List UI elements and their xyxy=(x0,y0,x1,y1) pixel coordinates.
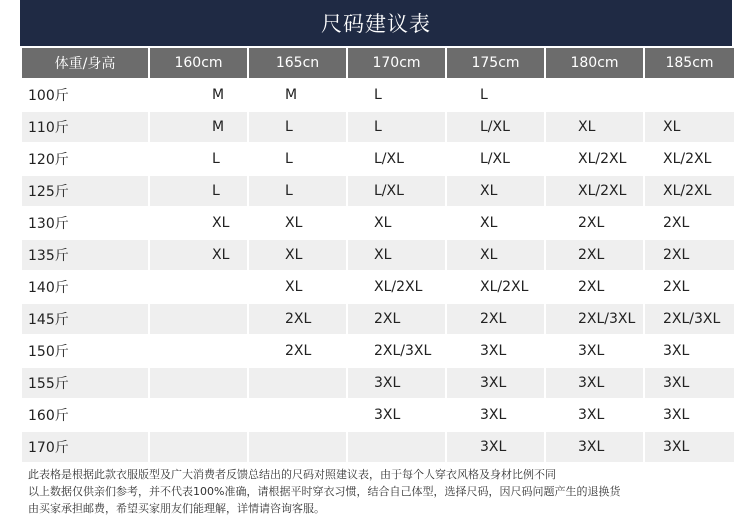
size-cell xyxy=(348,432,445,462)
size-cell: 2XL xyxy=(645,272,734,302)
size-cell: L xyxy=(348,80,445,110)
size-cell: 2XL/3XL xyxy=(546,304,643,334)
size-cell: 2XL xyxy=(546,272,643,302)
size-cell: L xyxy=(249,144,346,174)
size-cell: 3XL xyxy=(447,336,544,366)
weight-cell: 160斤 xyxy=(22,400,148,430)
size-cell: 3XL xyxy=(546,432,643,462)
size-cell: XL xyxy=(447,176,544,206)
table-row xyxy=(22,208,734,238)
size-cell: M xyxy=(249,80,346,110)
size-cell: 3XL xyxy=(546,368,643,398)
size-cell xyxy=(150,432,247,462)
size-cell: 3XL xyxy=(447,400,544,430)
table-row xyxy=(22,304,734,334)
height-header: 175cm xyxy=(447,48,544,78)
size-cell: 3XL xyxy=(546,400,643,430)
weight-height-header: 体重/身高 xyxy=(22,48,148,78)
size-cell xyxy=(150,272,247,302)
table-row xyxy=(22,176,734,206)
size-cell: L xyxy=(348,112,445,142)
weight-cell: 110斤 xyxy=(22,112,148,142)
size-cell: 3XL xyxy=(447,432,544,462)
size-cell xyxy=(249,432,346,462)
table-row xyxy=(22,80,734,110)
size-cell: XL xyxy=(249,208,346,238)
weight-cell: 135斤 xyxy=(22,240,148,270)
table-row xyxy=(22,336,734,366)
size-cell: 3XL xyxy=(348,400,445,430)
size-cell: L/XL xyxy=(447,112,544,142)
size-cell: XL/2XL xyxy=(447,272,544,302)
page-title: 尺码建议表 xyxy=(20,0,732,46)
size-cell: 2XL xyxy=(447,304,544,334)
height-header: 170cm xyxy=(348,48,445,78)
table-row xyxy=(22,432,734,462)
size-cell: 2XL xyxy=(546,240,643,270)
size-cell: 3XL xyxy=(645,432,734,462)
note-line: 由买家承担邮费，希望买家朋友们能理解，详情请咨询客服。 xyxy=(28,502,325,515)
weight-cell: 150斤 xyxy=(22,336,148,366)
size-cell: L/XL xyxy=(348,144,445,174)
weight-cell: 120斤 xyxy=(22,144,148,174)
weight-cell: 130斤 xyxy=(22,208,148,238)
size-cell xyxy=(150,336,247,366)
weight-cell: 155斤 xyxy=(22,368,148,398)
size-cell: XL/2XL xyxy=(546,176,643,206)
table-row xyxy=(22,400,734,430)
note-line: 此表格是根据此款衣服版型及广大消费者反馈总结出的尺码对照建议表，由于每个人穿衣风格及身材比例不同 xyxy=(28,468,556,481)
size-cell xyxy=(249,400,346,430)
size-cell: M xyxy=(150,112,247,142)
size-cell: 3XL xyxy=(348,368,445,398)
weight-cell: 125斤 xyxy=(22,176,148,206)
size-cell: XL xyxy=(447,240,544,270)
size-cell: 2XL xyxy=(249,336,346,366)
height-header: 180cm xyxy=(546,48,643,78)
size-cell: M xyxy=(150,80,247,110)
height-header: 185cm xyxy=(645,48,734,78)
table-row xyxy=(22,240,734,270)
height-header: 160cm xyxy=(150,48,247,78)
size-cell: XL/2XL xyxy=(645,176,734,206)
size-cell: XL/2XL xyxy=(546,144,643,174)
weight-cell: 140斤 xyxy=(22,272,148,302)
size-notes xyxy=(28,466,728,517)
size-cell: XL xyxy=(348,240,445,270)
note-line: 以上数据仅供亲们参考，并不代表100%准确，请根据平时穿衣习惯，结合自己体型，选择尺码，因尺码问题产生的退换货 xyxy=(28,485,621,498)
size-cell xyxy=(150,368,247,398)
size-cell: 2XL/3XL xyxy=(348,336,445,366)
size-cell: XL xyxy=(546,112,643,142)
weight-cell: 145斤 xyxy=(22,304,148,334)
weight-cell: 170斤 xyxy=(22,432,148,462)
table-header-row xyxy=(22,48,734,78)
size-cell: 3XL xyxy=(645,368,734,398)
size-cell: XL xyxy=(447,208,544,238)
table-row xyxy=(22,272,734,302)
weight-cell: 100斤 xyxy=(22,80,148,110)
size-cell: 2XL/3XL xyxy=(645,304,734,334)
size-cell: L xyxy=(249,112,346,142)
size-cell: 3XL xyxy=(645,336,734,366)
size-cell: 3XL xyxy=(447,368,544,398)
size-cell xyxy=(546,80,643,110)
size-cell: L/XL xyxy=(348,176,445,206)
size-cell: L xyxy=(447,80,544,110)
table-row xyxy=(22,112,734,142)
size-cell: XL xyxy=(150,240,247,270)
size-cell: XL xyxy=(150,208,247,238)
size-cell: 2XL xyxy=(546,208,643,238)
size-cell xyxy=(150,400,247,430)
size-cell: 2XL xyxy=(348,304,445,334)
table-row xyxy=(22,368,734,398)
size-cell xyxy=(249,368,346,398)
size-cell: XL/2XL xyxy=(348,272,445,302)
size-cell: 2XL xyxy=(645,240,734,270)
height-header: 165cn xyxy=(249,48,346,78)
size-cell: XL xyxy=(645,112,734,142)
size-cell: 3XL xyxy=(546,336,643,366)
size-cell: L xyxy=(249,176,346,206)
size-cell: XL xyxy=(249,272,346,302)
size-cell xyxy=(150,304,247,334)
size-cell: 2XL xyxy=(645,208,734,238)
size-chart-table xyxy=(20,46,736,464)
size-cell xyxy=(645,80,734,110)
size-cell: XL xyxy=(249,240,346,270)
size-cell: XL/2XL xyxy=(645,144,734,174)
size-cell: L/XL xyxy=(447,144,544,174)
size-cell: L xyxy=(150,144,247,174)
size-cell: L xyxy=(150,176,247,206)
table-row xyxy=(22,144,734,174)
size-cell: 2XL xyxy=(249,304,346,334)
size-cell: XL xyxy=(348,208,445,238)
size-cell: 3XL xyxy=(645,400,734,430)
